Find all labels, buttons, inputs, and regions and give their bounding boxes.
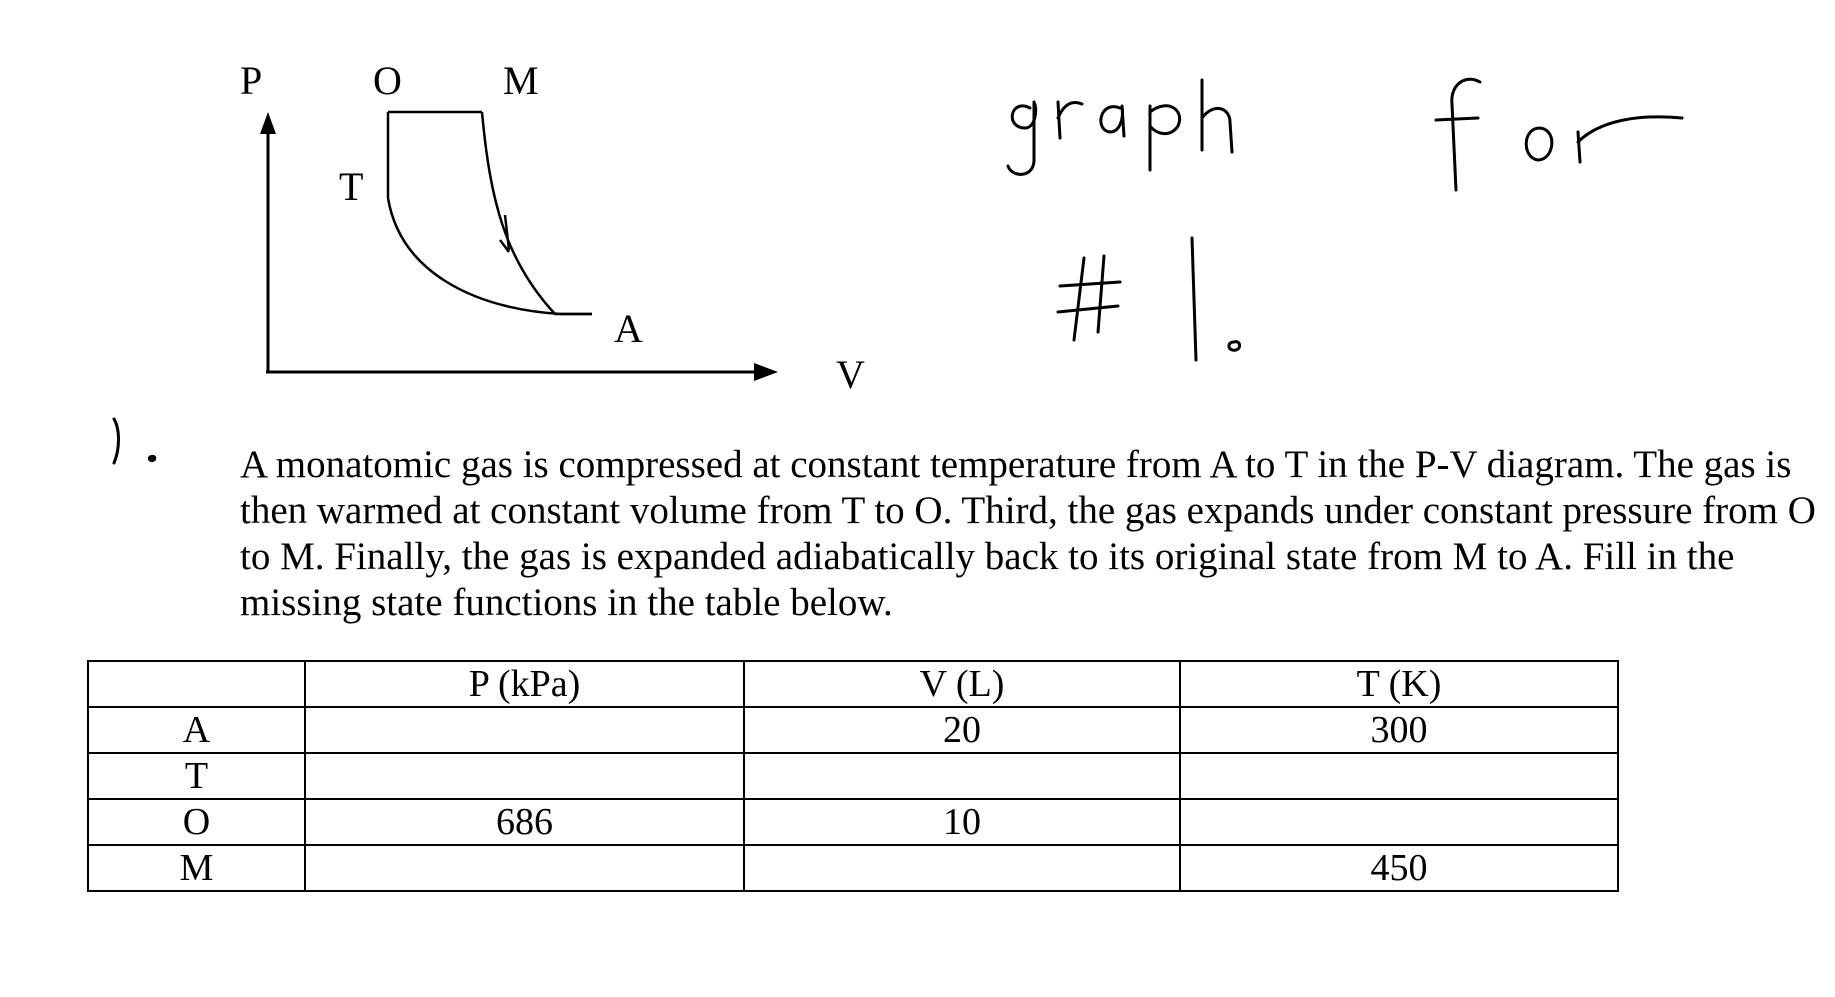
volume-cell: 20 <box>744 707 1180 753</box>
p-axis-label: P <box>240 58 263 103</box>
adiabatic-curve-m-a <box>482 112 592 314</box>
state-label: A <box>88 707 305 753</box>
handwritten-question-number <box>100 415 180 475</box>
header-cell-blank <box>88 661 305 707</box>
table-row <box>88 707 1618 753</box>
pressure-cell: 686 <box>305 799 744 845</box>
point-m-label: M <box>503 58 539 103</box>
isothermal-curve-a-t <box>388 198 592 314</box>
p-axis-arrow-icon <box>260 112 276 134</box>
state-label: O <box>88 799 305 845</box>
state-table <box>87 660 1619 892</box>
handwritten-note <box>1008 79 1682 360</box>
v-axis-arrow-icon <box>754 363 778 381</box>
temperature-cell: 300 <box>1180 707 1618 753</box>
point-o-label: O <box>373 58 402 103</box>
table-row <box>88 753 1618 799</box>
header-cell-pressure: P (kPa) <box>305 661 744 707</box>
pressure-cell <box>305 707 744 753</box>
pressure-cell <box>305 753 744 799</box>
table-header-row <box>88 661 1618 707</box>
temperature-cell <box>1180 753 1618 799</box>
point-a-label: A <box>614 306 643 351</box>
point-t-label: T <box>339 164 364 209</box>
volume-cell <box>744 753 1180 799</box>
state-label: T <box>88 753 305 799</box>
temperature-cell <box>1180 799 1618 845</box>
table-row <box>88 799 1618 845</box>
header-cell-volume: V (L) <box>744 661 1180 707</box>
header-cell-temperature: T (K) <box>1180 661 1618 707</box>
question-text: A monatomic gas is compressed at constant temperature from A to T in the P-V diagram. The gas is then warmed at constant volume from T to O. Third, the gas expands under constant pressure from O to M. Finally, the gas is expanded adiabatically back to its original state from M to A. Fill in the missing state functions in the table below. <box>240 443 1816 624</box>
table-row <box>88 845 1618 891</box>
state-label: M <box>88 845 305 891</box>
volume-cell: 10 <box>744 799 1180 845</box>
temperature-cell: 450 <box>1180 845 1618 891</box>
pressure-cell <box>305 845 744 891</box>
volume-cell <box>744 845 1180 891</box>
v-axis-label: V <box>836 352 865 397</box>
